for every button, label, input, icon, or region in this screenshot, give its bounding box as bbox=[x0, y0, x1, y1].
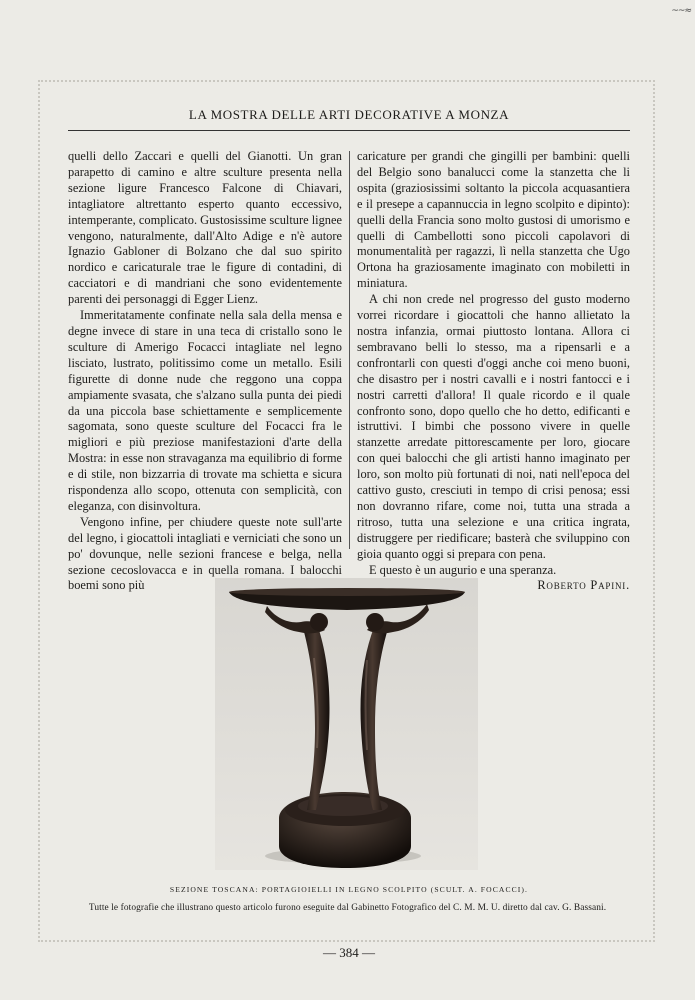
corner-mark: ~~≈ bbox=[671, 6, 691, 16]
article-left-column bbox=[68, 149, 342, 594]
sculpture-photo bbox=[215, 578, 478, 870]
paragraph: E questo è un augurio e una speranza. bbox=[369, 562, 557, 577]
header-rule bbox=[68, 130, 630, 131]
paragraph: A chi non crede nel progresso del gusto moderno vorrei ricordare i giocattoli che hanno allietato la nostra infanzia, ormai piuttosto lontana. Allora ci sembravano belli lo stesso, ma a ripensarli e a confrontarli con questi d'oggi anche coi meno buoni, che disastro per i nostri cavalli e i nostri fantocci e i nostri carretti d'allora! Il quale ricordo e il quale confronto sono, dopo quello che ho detto, edificanti e istruttivi. I bimbi che possono vivere in quelle stanzette arredate pittorescamente per loro, giocare con quei balocchi che gli artisti hanno imaginato per loro, son molto più fortunati di noi, nati nell'epoca del cattivo gusto, cresciuti in tempo di crisi penosa; essi non dovranno rifare, come noi, tutta una strada a ritroso, tutta una selezione e una critica ingrata, distruggere per riedificare; basterà che sviluppino con gioia quanto oggi si prepara con pena. bbox=[357, 292, 630, 561]
figure-caption: SEZIONE TOSCANA: PORTAGIOIELLI IN LEGNO SCOLPITO (SCULT. A. FOCACCI). bbox=[169, 885, 529, 894]
running-title: LA MOSTRA DELLE ARTI DECORATIVE A MONZA bbox=[188, 107, 510, 122]
article-right-column bbox=[357, 149, 630, 594]
paragraph: Vengono infine, per chiudere queste note sull'arte del legno, i giocattoli intagliati e verniciati che sono un po' dovunque, nelle sezioni francese e belga, nella sezione cecoslovacca e in quella romana. I balocchi boemi sono più bbox=[68, 514, 342, 593]
photo-credits: Tutte le fotografie che illustrano questo articolo furono eseguite dal Gabinetto Fotografico del C. M. M. U. diretto dal cav. G. Bassani. bbox=[88, 903, 607, 913]
page-number: — 384 — bbox=[323, 945, 375, 960]
paragraph: Immeritatamente confinate nella sala della mensa e degne invece di stare in una teca di cristallo sono le sculture di Amerigo Focacci intagliate nel legno lisciato, lustrato, politissimo come un metallo. Esili figurette di donne nude che reggono una coppa ampiamente svasata, che s'alzano sulla punta dei piedi da una piccola base schiettamente e semplicemente sagomata, sono queste sculture del Focacci fra le migliori e più preziose manifestazioni d'arte della Mostra: in esse non stravaganza ma equilibrio di forme e di stile, non bizzarria di trovate ma schietta e sicura rispondenza allo scopo, ottenuta con semplicità, con eleganza, con disinvoltura. bbox=[68, 308, 342, 513]
column-divider bbox=[349, 151, 350, 549]
paragraph: quelli dello Zaccari e quelli del Gianotti. Un gran parapetto di camino e altre sculture presenta nella sezione ligure Francesco Falcone di Chiavari, intagliatore altrettanto esperto quanto eccessivo, intemperante, complicato. Gustosissime sculture lignee vengono, naturalmente, dall'Alto Adige e n'è autore Ignazio Gabloner di Bolzano che dal suo spirito nordico e caricaturale trae le figure di contadini, di cacciatori e di mandriani che sono evidentemente parenti dei personaggi di Egger Lienz. bbox=[68, 149, 342, 307]
jewel-box-sculpture-image bbox=[215, 578, 478, 870]
paragraph: caricature per grandi che gingilli per bambini: quelli del Belgio sono banalucci come la stanzetta che li ospita (graziosissimi soltanto la piccola acquasantiera e il presepe a capannuccia in legno scolpito e dipinto): quelli della Francia sono molto gustosi di umorismo e quelli di Cambellotti sono piccoli capolavori di monumentalità per ragazzi, lì nella stanzetta che Ugo Ortona ha graziosamente imaginato con mobiletti in miniatura. bbox=[357, 149, 630, 291]
author-signature: Roberto Papini. bbox=[537, 578, 630, 593]
